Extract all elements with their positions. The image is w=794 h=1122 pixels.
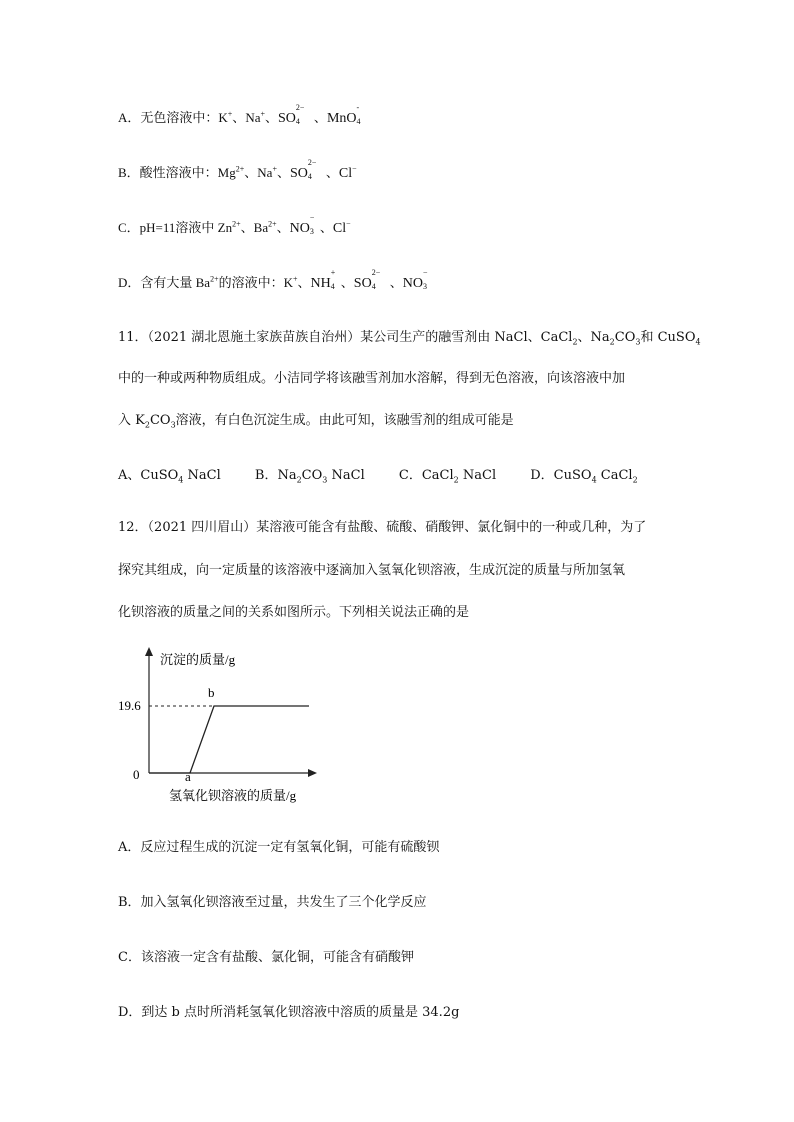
ion-zn-charge: 2+ [232,219,241,229]
q11-option-a [118,468,221,483]
q11-text: 和 CuSO [640,330,696,345]
q11-text: 、Na [577,330,610,345]
ion-na: Na [257,165,273,180]
q10-option-a [118,103,365,129]
q11-text: 11．（2021 湖北恩施土家族苗族自治州）某公司生产的融雪剂由 NaCl、CaCl [118,330,573,345]
ion-ba-charge: 2+ [268,219,277,229]
ion-na-charge: + [260,109,265,119]
sep: 、 [244,165,258,180]
x-axis-label: 氢氧化钡溶液的质量/g [169,788,297,803]
so4-sub: 4 [295,117,300,126]
sep: 、 [232,110,246,125]
mno4-charge: - [356,103,360,112]
opt-text: NaCl [458,468,497,483]
subscript: 2 [453,475,459,485]
q11-text: 溶液，有白色沉淀生成。由此可知，该融雪剂的组成可能是 [175,413,514,428]
subscript: 2 [572,337,578,347]
q11-option-b [255,468,365,483]
sep: 、 [389,275,403,290]
opt-text: CO [301,468,323,483]
ion-cl-charge: − [352,164,357,174]
sep: 、 [240,220,254,235]
so4-charge: 2− [295,103,305,112]
subscript: 3 [170,420,176,430]
q12-option-c: C．该溶液一定含有盐酸、氯化铜，可能含有硝酸钾 [118,950,414,965]
q11-text: CO [149,413,171,428]
q12-line-2: 探究其组成，向一定质量的该溶液中逐滴加入氢氧化钡溶液，生成沉淀的质量与所加氢氧 [118,563,626,578]
sep: 、 [276,220,290,235]
nh4-sub: 4 [330,282,335,291]
subscript: 2 [296,475,302,485]
y-axis-arrow-icon [145,647,153,656]
ion-cl: Cl [332,221,347,236]
precipitate-curve [149,706,309,773]
ion-nh4: NH [310,276,331,291]
ion-so4: SO [353,276,372,291]
opt-text: NaCl [327,468,365,483]
so4-charge: 2− [371,268,381,277]
ion-mg-charge: 2+ [235,164,245,174]
origin-label: 0 [133,767,140,782]
q11-line-1 [118,328,701,348]
subscript: 2 [144,420,150,430]
option-a-prefix: A．无色溶液中： [118,110,219,125]
ion-ba: Ba [253,220,269,235]
point-b-label: b [208,685,215,700]
precipitate-graph [118,645,328,810]
ion-na: Na [245,110,261,125]
no3-sub: 3 [309,227,314,236]
ion-na-charge: + [272,164,277,174]
y-tick-label: 19.6 [118,698,141,713]
option-d-mid: 的溶液中： [218,275,284,290]
q11-text: 入 K [118,413,145,428]
so4-sub: 4 [307,172,312,181]
point-a-label: a [185,769,191,784]
sep: 、 [313,110,327,125]
option-c-prefix: C．pH=11溶液中 [118,220,218,235]
opt-text: C．CaCl [398,468,454,483]
ion-ba-charge: 2+ [210,274,219,284]
ion-mg: Mg [217,165,236,180]
y-axis-label: 沉淀的质量/g [160,652,236,667]
ion-cl: Cl [338,166,353,181]
q10-option-b [118,158,357,184]
opt-text: A、CuSO [118,468,179,483]
so4-sub: 4 [371,282,376,291]
ion-no3: NO [289,221,310,236]
ion-mno4-indices [356,103,365,126]
opt-text: D．CuSO [530,468,592,483]
q11-line-3 [118,411,514,431]
ion-mno4: MnO [326,111,357,126]
ion-no3-indices [422,268,433,291]
mno4-sub: 4 [356,117,361,126]
ion-so4: SO [278,111,296,126]
subscript: 4 [591,475,597,485]
ion-k-charge: + [293,274,298,284]
sep: 、 [297,275,311,290]
q12-option-a: A．反应过程生成的沉淀一定有氢氧化铜，可能有硫酸钡 [118,840,440,855]
q10-option-c [118,213,351,239]
subscript: 2 [632,475,638,485]
q11-line-2: 中的一种或两种物质组成。小洁同学将该融雪剂加水溶解，得到无色溶液，向该溶液中加 [118,371,626,386]
q11-option-d [530,468,637,483]
option-d-prefix: D．含有大量 [118,275,196,290]
q12-line-3: 化钡溶液的质量之间的关系如图所示。下列相关说法正确的是 [118,605,470,620]
ion-so4-indices [371,268,390,291]
q10-option-d [118,268,433,294]
so4-charge: 2− [307,158,317,167]
no3-charge: − [422,268,428,277]
q12-option-b: B．加入氢氧化钡溶液至过量，共发生了三个化学反应 [118,895,427,910]
sep: 、 [319,220,333,235]
q11-option-c [399,468,496,483]
no3-sub: 3 [422,282,427,291]
ion-k: K [283,275,294,290]
ion-so4-indices [307,158,326,181]
ion-k-charge: + [227,109,233,119]
subscript: 2 [609,337,615,347]
q11-options [118,466,638,486]
sep: 、 [276,165,290,180]
subscript: 3 [322,475,328,485]
sep: 、 [340,275,354,290]
subscript: 3 [635,337,641,347]
opt-text: CaCl [596,468,633,483]
ion-zn: Zn [217,220,233,235]
subscript: 4 [695,337,701,347]
opt-text: B．Na [254,468,297,483]
subscript: 4 [178,475,184,485]
ion-cl-charge: − [346,219,351,229]
opt-text: NaCl [183,468,221,483]
ion-no3-indices [309,213,320,236]
x-axis-arrow-icon [308,769,317,777]
sep: 、 [265,110,279,125]
option-b-prefix: B．酸性溶液中： [118,165,218,180]
no3-charge: − [309,213,315,222]
nh4-charge: + [330,268,336,277]
ion-no3: NO [402,276,423,291]
ion-ba: Ba [195,275,211,290]
q11-text: CO [614,330,636,345]
ion-so4-indices [295,103,314,126]
ion-k: K [218,110,228,125]
sep: 、 [325,165,339,180]
ion-nh4-indices [330,268,341,291]
ion-so4: SO [289,166,308,181]
q12-option-d: D．到达 b 点时所消耗氢氧化钡溶液中溶质的质量是 34.2g [118,1005,460,1020]
q12-line-1: 12．（2021 四川眉山）某溶液可能含有盐酸、硫酸、硝酸钾、氯化铜中的一种或几种，为了 [118,520,647,535]
